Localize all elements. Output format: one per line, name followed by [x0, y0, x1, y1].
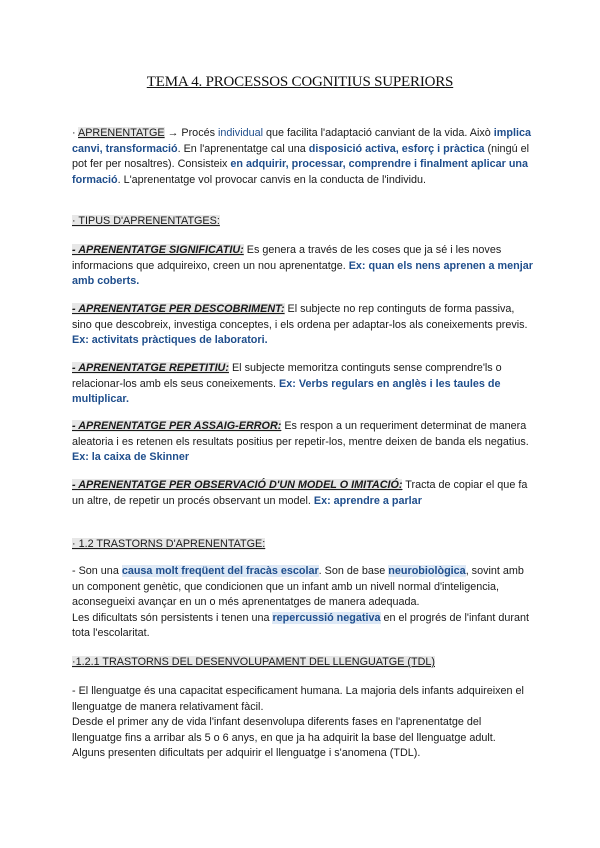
disorders-heading-text: · 1.2 TRASTORNS D'APRENENTATGE:: [72, 538, 266, 550]
type-label: - APRENENTATGE PER DESCOBRIMENT:: [72, 303, 285, 315]
type-text: Es respon a un requeriment determinat de manera aleatoria i es retenen els resultats positius per repetir-los, mentre deixen de banda els negatius.: [72, 420, 529, 448]
intro-text-3: (ningú el pot fer per nosaltres). Consisteix: [72, 142, 529, 171]
type-example: Ex: Verbs regulars en anglès i les taules de multiplicar.: [72, 377, 501, 406]
intro-arrow: → Procés: [164, 127, 218, 139]
intro-keyword-acquire: en adquirir, processar, comprendre i finalment aplicar una formació: [72, 158, 529, 186]
intro-keyword-disposition: disposició activa, esforç i pràctica: [308, 142, 485, 155]
intro-bullet: ·: [72, 127, 78, 139]
tdl-line-1: - El llenguatge és una capacitat especificament humana. La majoria dels infants adquireixen el llenguatge de manera relativament fàcil.: [72, 685, 524, 713]
type-example: Ex: aprendre a parlar: [313, 494, 422, 507]
types-heading-text: · TIPUS D'APRENENTATGES:: [72, 215, 220, 227]
disorders-keyword-failure: causa molt freqüent del fracàs escolar: [121, 565, 319, 577]
type-item-repetitiu: [72, 361, 534, 408]
type-example: Ex: quan els nens aprenen a menjar amb coberts.: [72, 259, 533, 288]
type-item-observacio: [72, 478, 534, 509]
disorders-keyword-repercussion: repercussió negativa: [272, 611, 381, 624]
type-label: - APRENENTATGE PER ASSAIG-ERROR:: [72, 420, 282, 432]
disorders-paragraph: [72, 564, 534, 642]
intro-text-4: . L'aprenentatge vol provocar canvis en la conducta de l'individu.: [117, 173, 427, 186]
type-item-descobriment: [72, 302, 534, 349]
intro-term: APRENENTATGE: [78, 127, 165, 139]
type-text: Es genera a través de les coses que ja sé i les noves informacions que adquireixo, creen un nou aprenentatge.: [72, 244, 502, 272]
intro-paragraph: [72, 126, 534, 188]
type-text: Tracta de copiar el que fa un altre, de repetir un procés observant un model.: [72, 479, 528, 507]
tdl-line-2: Desde el primer any de vida l'infant desenvolupa diferents fases en l'aprenentatge del llenguatge fins a arribar als 5 o 6 anys, en que ja ha adquirit la base del llenguatge adult.: [72, 716, 496, 744]
tdl-heading-text: ·1.2.1 TRASTORNS DEL DESENVOLUPAMENT DEL LLENGUATGE (TDL): [72, 656, 435, 668]
type-text: El subjecte no rep continguts de forma passiva, sino que descobreix, investiga conceptes, i els ordena per adaptar-los als coneixements previs.: [72, 303, 528, 331]
type-label: - APRENENTATGE SIGNIFICATIU:: [72, 244, 244, 256]
disorders-text-5: en el progrés de l'infant durant tota l'escolaritat.: [72, 611, 530, 640]
page-title: TEMA 4. PROCESSOS COGNITIUS SUPERIORS: [146, 74, 454, 90]
type-example: Ex: la caixa de Skinner: [72, 451, 190, 464]
tdl-heading: [72, 655, 534, 671]
type-example: Ex: activitats pràctiques de laboratori.: [72, 334, 268, 347]
tdl-paragraph: [72, 684, 534, 762]
disorders-heading: [72, 537, 534, 553]
tdl-line-3: Alguns presenten dificultats per adquirir el llenguatge i s'anomena (TDL).: [72, 747, 421, 760]
types-heading: [72, 214, 534, 230]
type-item-significatiu: [72, 243, 534, 290]
type-label: - APRENENTATGE REPETITIU:: [72, 362, 229, 374]
type-item-assaig-error: [72, 419, 534, 466]
intro-text-2: . En l'aprenentatge cal una: [177, 142, 309, 155]
intro-keyword-individual: individual: [218, 127, 264, 139]
type-label: - APRENENTATGE PER OBSERVACIÓ D'UN MODEL O IMITACIÓ:: [72, 479, 403, 491]
disorders-text-1: - Son una: [72, 565, 122, 577]
disorders-text-4: Les dificultats són persistents i tenen una: [72, 611, 273, 624]
type-text: El subjecte memoritza continguts sense comprendre'ls o relacionar-los amb els seus coneixements.: [72, 362, 502, 390]
intro-keyword-change: implica canvi, transformació: [72, 127, 531, 155]
intro-text-1: que facilita l'adaptació canviant de la vida. Això: [263, 127, 494, 139]
disorders-keyword-neuro: neurobiològica: [388, 565, 466, 577]
disorders-text-2: . Son de base: [318, 565, 389, 577]
disorders-text-3: , sovint amb un component genètic, que condicionen que un infant amb un nivell normal d'inteligencia, aconsegueixi avançar en un o més aprenentatges de manera adequada.: [72, 565, 524, 609]
